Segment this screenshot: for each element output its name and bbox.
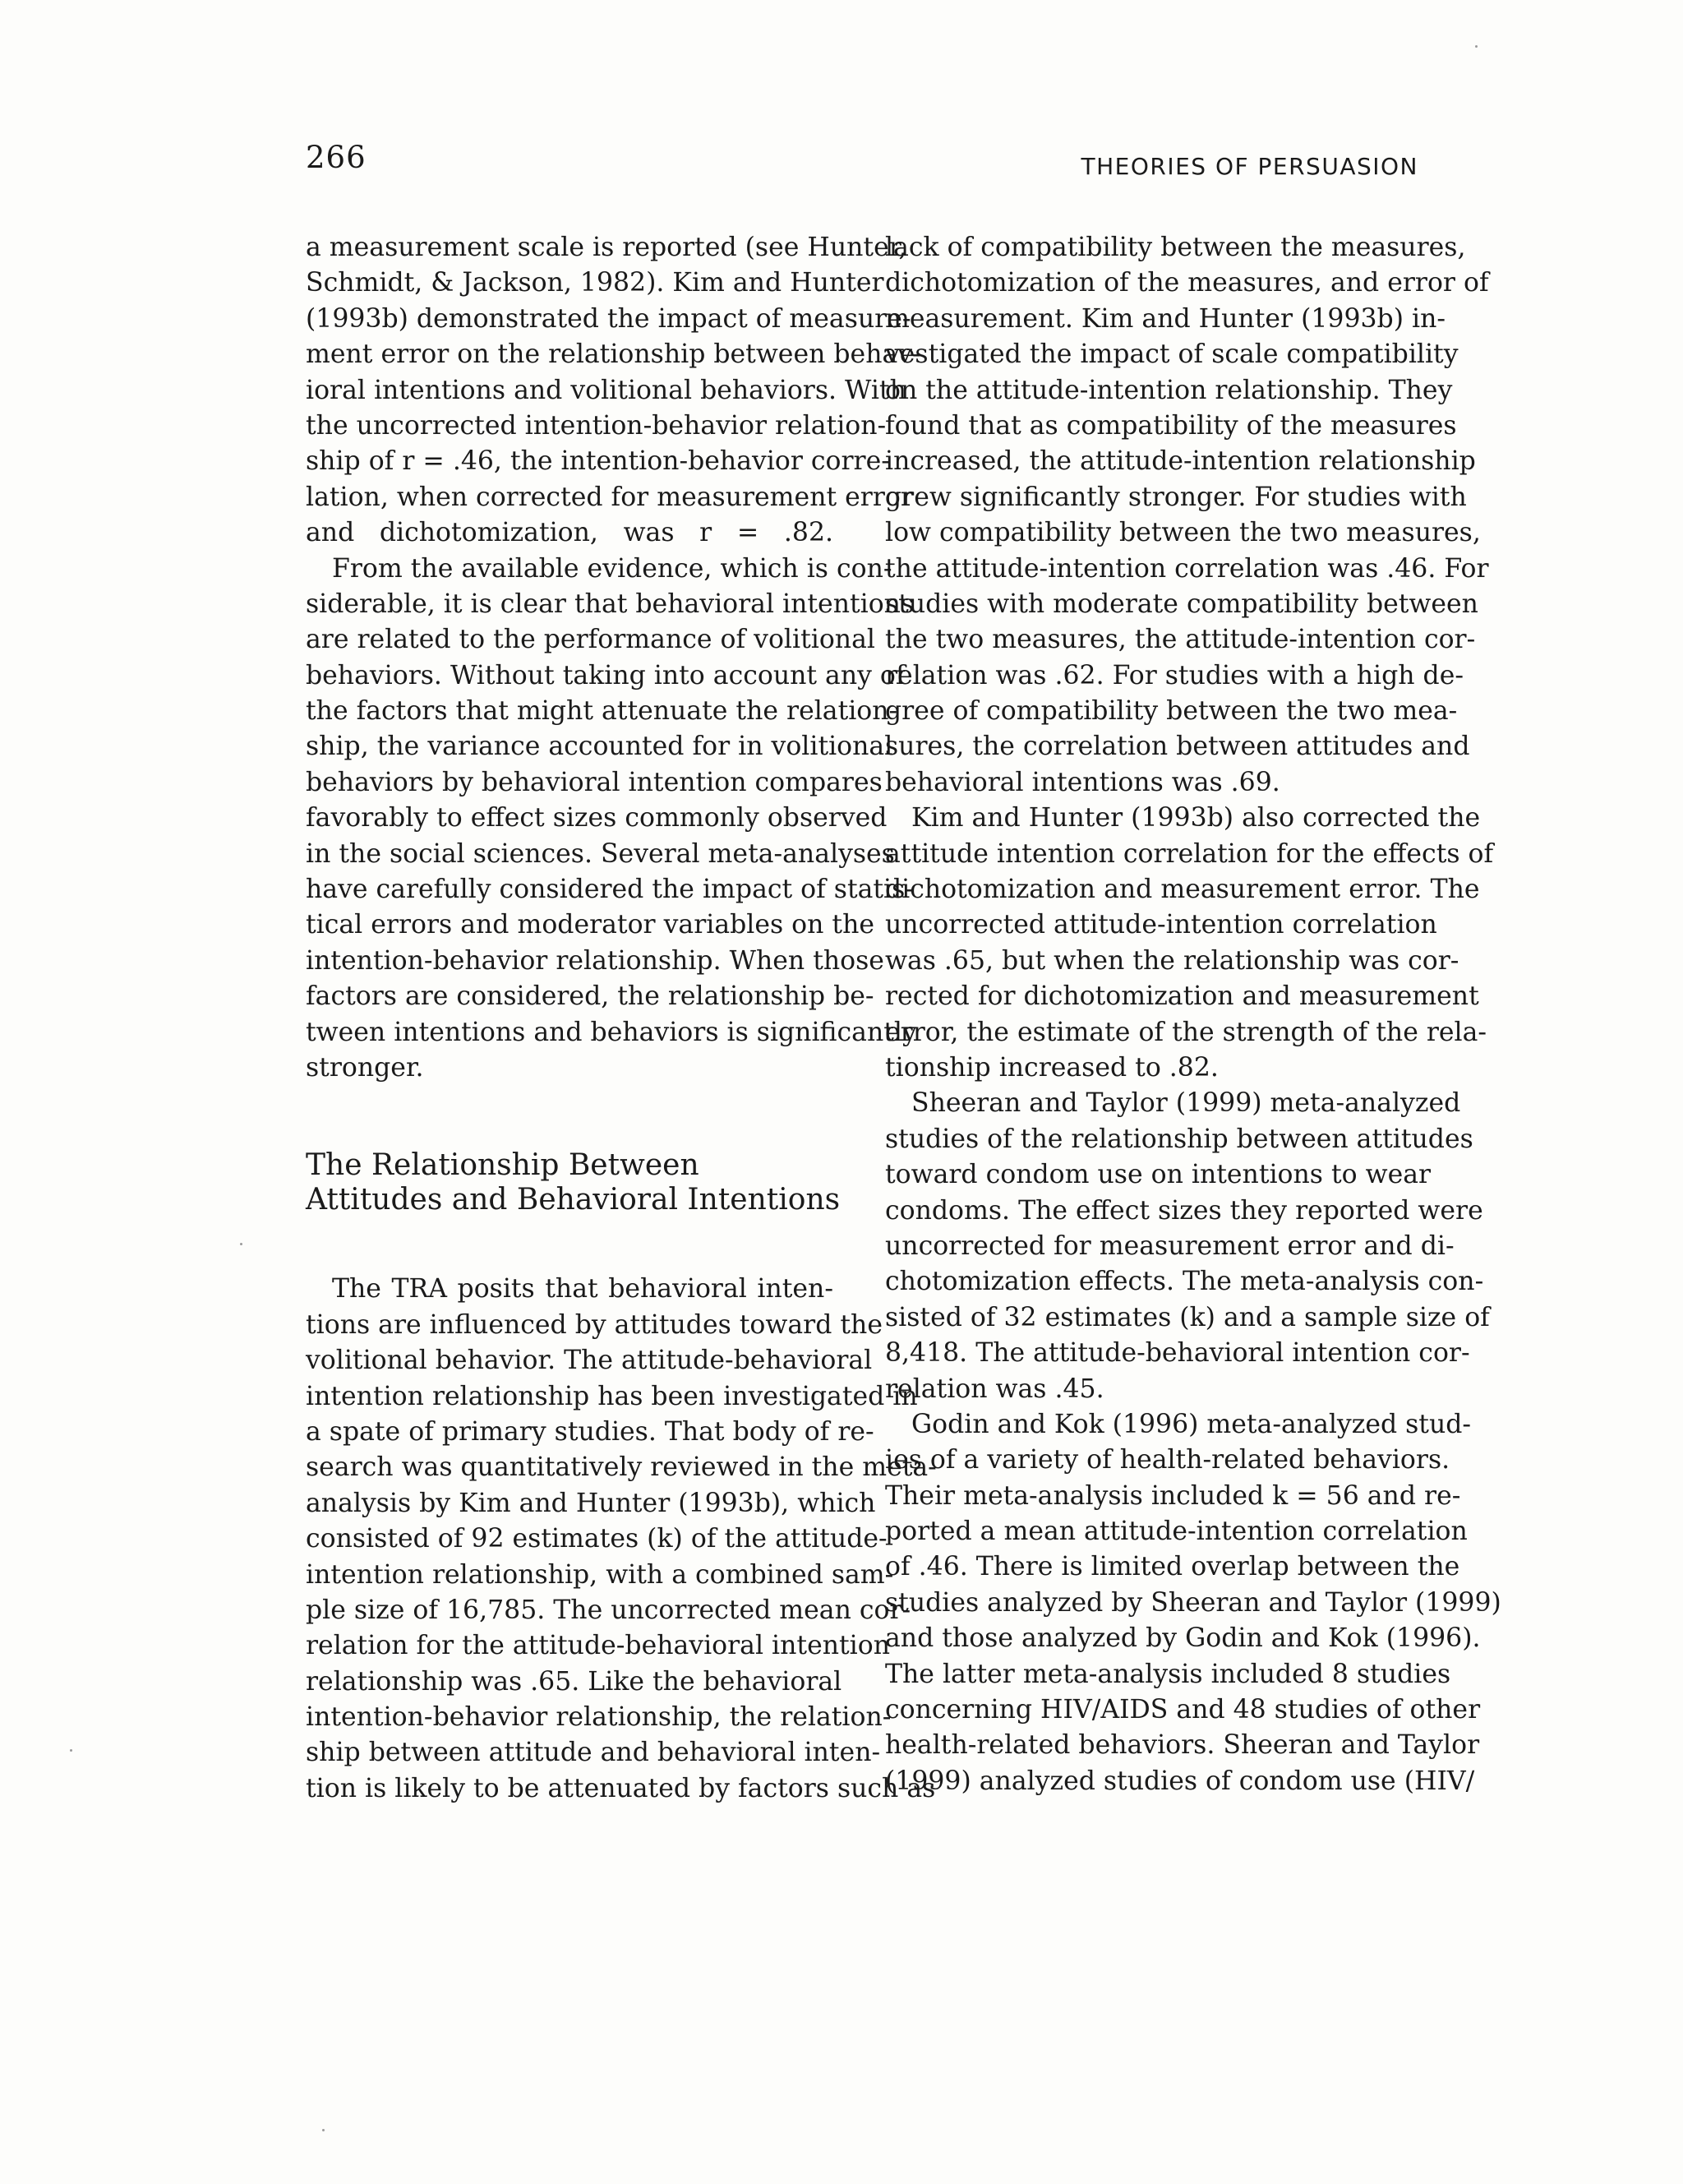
text-line: condoms. The effect sizes they reported were xyxy=(885,1195,1483,1226)
text-line: in the social sciences. Several meta-analyses xyxy=(306,838,895,869)
left-column xyxy=(306,230,937,1807)
text-line: gree of compatibility between the two mea- xyxy=(885,696,1458,727)
text-line: stronger. xyxy=(306,1052,424,1083)
text-line: behavioral intentions was .69. xyxy=(885,767,1280,797)
text-line: (1993b) demonstrated the impact of measure- xyxy=(306,303,911,334)
scan-speck xyxy=(322,2129,325,2131)
scan-speck xyxy=(240,1243,242,1245)
paragraph xyxy=(306,1272,937,1807)
text-line: lation, when corrected for measurement error xyxy=(306,482,913,512)
text-line: studies of the relationship between attitudes xyxy=(885,1124,1473,1154)
text-line: tionship increased to .82. xyxy=(885,1052,1219,1083)
text-line: 8,418. The attitude-behavioral intention cor- xyxy=(885,1338,1470,1369)
text-line: tion is likely to be attenuated by factors such as xyxy=(306,1773,936,1803)
paragraph xyxy=(306,230,921,552)
text-line: measurement. Kim and Hunter (1993b) in- xyxy=(885,303,1446,334)
text-line: a measurement scale is reported (see Hunter, xyxy=(306,233,907,262)
text-line: tical errors and moderator variables on the xyxy=(306,910,875,940)
text-line: ported a mean attitude-intention correlation xyxy=(885,1517,1468,1547)
scan-speck xyxy=(1475,45,1478,48)
text-line: the attitude-intention correlation was .46. For xyxy=(885,553,1489,584)
text-line: analysis by Kim and Hunter (1993b), which xyxy=(306,1488,876,1518)
text-line: search was quantitatively reviewed in the meta- xyxy=(306,1452,937,1483)
text-line: error, the estimate of the strength of the rela- xyxy=(885,1017,1487,1047)
text-line: relationship was .65. Like the behavioral xyxy=(306,1666,842,1697)
text-line: increased, the attitude-intention relationship xyxy=(885,446,1476,477)
text-line: factors are considered, the relationship be- xyxy=(306,981,874,1012)
text-line: Their meta-analysis included k = 56 and re- xyxy=(885,1480,1461,1511)
text-line: intention-behavior relationship, the relation- xyxy=(306,1702,892,1733)
text-line: The TRA posits that behavioral inten- xyxy=(332,1274,833,1304)
text-line: (1999) analyzed studies of condom use (HIV/ xyxy=(885,1766,1475,1796)
text-line: low compatibility between the two measures, xyxy=(885,518,1481,548)
text-line: dichotomization and measurement error. The xyxy=(885,875,1480,905)
right-column xyxy=(885,230,1501,1799)
text-line: studies analyzed by Sheeran and Taylor (1999) xyxy=(885,1587,1501,1618)
text-line: relation for the attitude-behavioral intention xyxy=(306,1631,890,1661)
paragraph xyxy=(885,1086,1490,1407)
text-line: grew significantly stronger. For studies with xyxy=(885,482,1467,512)
scan-speck xyxy=(70,1749,72,1752)
text-line: ship, the variance accounted for in volitional xyxy=(306,732,893,762)
text-line: are related to the performance of volitional xyxy=(306,625,875,655)
text-line: Godin and Kok (1996) meta-analyzed stud- xyxy=(911,1409,1472,1439)
text-line: on the attitude-intention relationship. They xyxy=(885,375,1453,405)
text-line: Schmidt, & Jackson, 1982). Kim and Hunter xyxy=(306,268,884,298)
text-line: sures, the correlation between attitudes and xyxy=(885,732,1470,762)
text-line: found that as compatibility of the measures xyxy=(885,410,1457,441)
text-line: tween intentions and behaviors is significantly xyxy=(306,1017,917,1047)
text-line: of .46. There is limited overlap between the xyxy=(885,1552,1460,1582)
text-line: Sheeran and Taylor (1999) meta-analyzed xyxy=(911,1088,1461,1119)
text-line: vestigated the impact of scale compatibility xyxy=(885,339,1459,370)
text-line: and dichotomization, was r = .82. xyxy=(306,518,833,548)
text-line: health-related behaviors. Sheeran and Taylor xyxy=(885,1730,1480,1761)
text-line: was .65, but when the relationship was cor- xyxy=(885,945,1459,976)
text-line: The latter meta-analysis included 8 studies xyxy=(885,1659,1451,1689)
text-line: concerning HIV/AIDS and 48 studies of other xyxy=(885,1695,1481,1725)
text-line: siderable, it is clear that behavioral intentions xyxy=(306,589,915,619)
text-line: ment error on the relationship between behav- xyxy=(306,339,921,370)
text-line: intention-behavior relationship. When those xyxy=(306,945,884,976)
text-line: uncorrected for measurement error and di- xyxy=(885,1231,1455,1261)
text-line: intention relationship, with a combined sam- xyxy=(306,1559,894,1590)
text-line: From the available evidence, which is con- xyxy=(332,553,892,584)
paragraph xyxy=(885,801,1494,1086)
running-title: THEORIES OF PERSUASION xyxy=(1081,153,1418,180)
text-line: consisted of 92 estimates (k) of the attitude- xyxy=(306,1524,888,1554)
paragraph xyxy=(306,552,917,1087)
text-line: attitude intention correlation for the effects of xyxy=(885,838,1494,869)
section-heading xyxy=(306,1148,841,1217)
text-line: a spate of primary studies. That body of re- xyxy=(306,1416,874,1447)
text-line: relation was .45. xyxy=(885,1374,1104,1404)
text-line: Kim and Hunter (1993b) also corrected the xyxy=(911,803,1481,833)
text-line: uncorrected attitude-intention correlation xyxy=(885,910,1437,940)
text-line: intention relationship has been investigated in xyxy=(306,1381,918,1411)
text-line: The Relationship Between xyxy=(306,1148,699,1183)
text-line: ple size of 16,785. The uncorrected mean cor- xyxy=(306,1595,911,1625)
text-line: lack of compatibility between the measures, xyxy=(885,233,1466,262)
page-number: 266 xyxy=(306,140,367,175)
text-line: toward condom use on intentions to wear xyxy=(885,1160,1432,1190)
text-line: relation was .62. For studies with a high de- xyxy=(885,660,1464,690)
text-line: and those analyzed by Godin and Kok (1996). xyxy=(885,1623,1481,1654)
text-line: the uncorrected intention-behavior relation- xyxy=(306,410,887,441)
text-line: have carefully considered the impact of statis- xyxy=(306,875,914,905)
text-line: sisted of 32 estimates (k) and a sample size of xyxy=(885,1302,1490,1332)
text-line: ship between attitude and behavioral inten- xyxy=(306,1738,881,1768)
text-line: behaviors by behavioral intention compares xyxy=(306,767,883,797)
paragraph xyxy=(885,230,1489,801)
text-line: the factors that might attenuate the relation- xyxy=(306,696,898,727)
text-line: ies of a variety of health-related behaviors. xyxy=(885,1445,1450,1475)
text-line: dichotomization of the measures, and error of xyxy=(885,268,1489,298)
text-line: chotomization effects. The meta-analysis con- xyxy=(885,1267,1484,1297)
text-line: studies with moderate compatibility between xyxy=(885,589,1478,619)
text-line: favorably to effect sizes commonly observed xyxy=(306,803,888,833)
text-line: volitional behavior. The attitude-behavioral xyxy=(306,1346,873,1376)
text-line: the two measures, the attitude-intention cor- xyxy=(885,625,1476,655)
text-line: tions are influenced by attitudes toward the xyxy=(306,1309,883,1340)
text-line: ioral intentions and volitional behaviors. With xyxy=(306,375,906,405)
text-line: ship of r = .46, the intention-behavior corre- xyxy=(306,446,890,477)
text-line: behaviors. Without taking into account any of xyxy=(306,660,906,690)
text-line: Attitudes and Behavioral Intentions xyxy=(306,1183,841,1217)
text-line: rected for dichotomization and measurement xyxy=(885,981,1479,1012)
paragraph xyxy=(885,1407,1501,1799)
